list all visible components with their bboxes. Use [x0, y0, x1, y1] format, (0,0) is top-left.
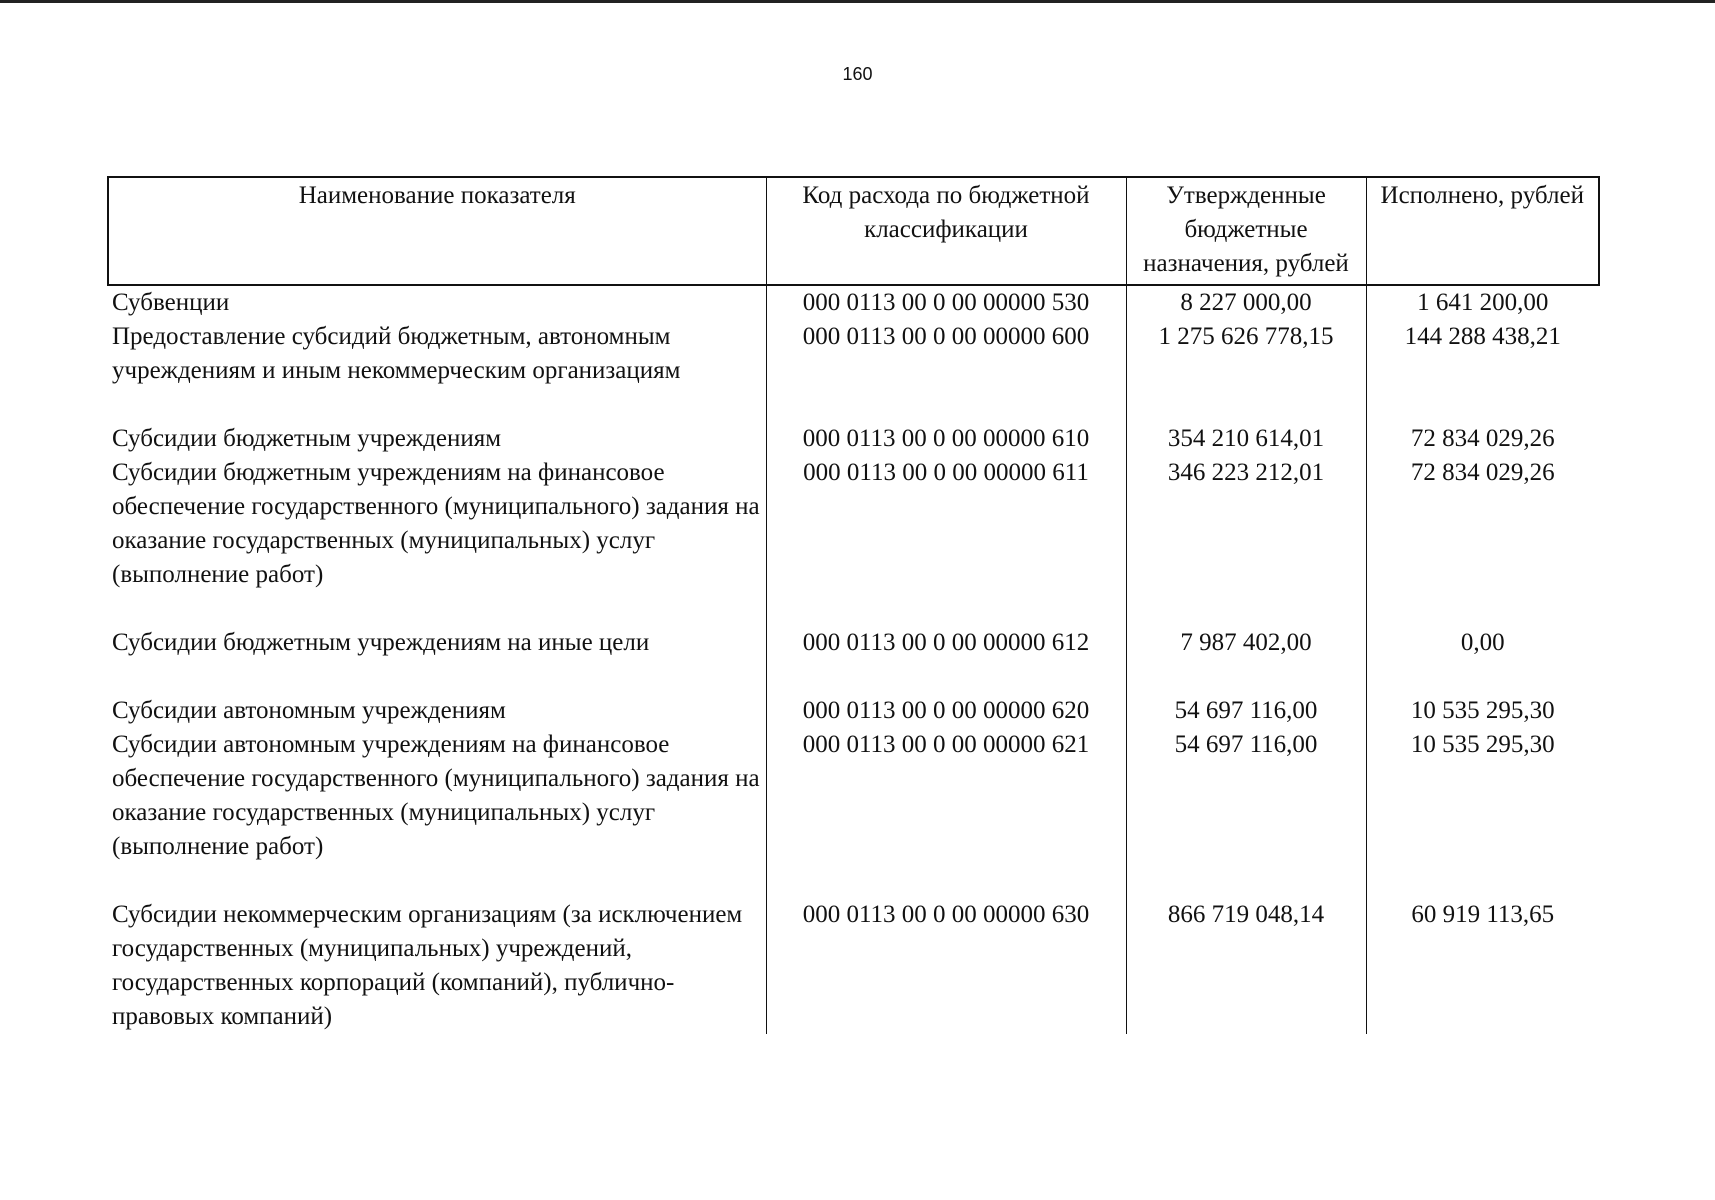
row-executed-amount: 10 535 295,30	[1410, 731, 1555, 758]
row-executed-amount: 60 919 113,65	[1411, 901, 1555, 928]
row-indicator-name: Субвенции	[112, 289, 230, 316]
table-row	[108, 626, 1599, 660]
header-row	[108, 177, 1599, 285]
table-row	[108, 694, 1599, 728]
row-approved-amount: 7 987 402,00	[1126, 626, 1366, 660]
row-indicator-name: Предоставление субсидий бюджетным, автономным учреждениям и иным некоммерческим организациям	[112, 323, 681, 384]
table-header	[108, 177, 1599, 285]
row-spacer	[108, 592, 1599, 626]
table-row	[108, 285, 1599, 320]
row-approved-amount: 54 697 116,00	[1126, 728, 1366, 864]
header-approved-appropriations: Утвержденные бюджетные назначения, рублей	[1126, 177, 1366, 285]
row-executed-amount: 1 641 200,00	[1417, 289, 1549, 316]
row-indicator-name: Субсидии бюджетным учреждениям	[112, 425, 502, 452]
table-row	[108, 422, 1599, 456]
row-indicator-name: Субсидии автономным учреждениям	[112, 697, 506, 724]
row-spacer	[108, 388, 1599, 422]
row-approved-amount: 54 697 116,00	[1126, 694, 1366, 728]
row-indicator-name: Субсидии автономным учреждениям на финансовое обеспечение государственного (муниципального) задания на оказание государственных (муниципальных) услуг (выполнение работ)	[112, 731, 760, 860]
row-approved-amount: 1 275 626 778,15	[1126, 320, 1366, 388]
row-approved-amount: 866 719 048,14	[1126, 898, 1366, 1034]
row-approved-amount: 354 210 614,01	[1126, 422, 1366, 456]
row-indicator-name: Субсидии бюджетным учреждениям на финансовое обеспечение государственного (муниципального) задания на оказание государственных (муниципальных) услуг (выполнение работ)	[112, 459, 760, 588]
row-expense-code: 000 0113 00 0 00 00000 612	[766, 626, 1126, 660]
row-approved-amount: 346 223 212,01	[1126, 456, 1366, 592]
budget-execution-table	[107, 176, 1600, 1034]
table-row	[108, 456, 1599, 592]
row-indicator-name: Субсидии бюджетным учреждениям на иные цели	[112, 629, 650, 656]
table-row	[108, 898, 1599, 1034]
row-executed-amount: 72 834 029,26	[1410, 459, 1555, 486]
table-row	[108, 728, 1599, 864]
row-executed-amount: 144 288 438,21	[1404, 323, 1561, 350]
header-indicator-name: Наименование показателя	[108, 177, 766, 285]
row-executed-amount: 0,00	[1460, 629, 1505, 656]
table-body	[108, 285, 1599, 1034]
row-expense-code: 000 0113 00 0 00 00000 611	[766, 456, 1126, 592]
header-executed: Исполнено, рублей	[1366, 177, 1599, 285]
row-executed-amount: 72 834 029,26	[1410, 425, 1555, 452]
row-expense-code: 000 0113 00 0 00 00000 621	[766, 728, 1126, 864]
top-border-line	[0, 0, 1715, 3]
row-expense-code: 000 0113 00 0 00 00000 610	[766, 422, 1126, 456]
row-expense-code: 000 0113 00 0 00 00000 530	[766, 285, 1126, 320]
row-executed-amount: 10 535 295,30	[1410, 697, 1555, 724]
row-indicator-name: Субсидии некоммерческим организациям (за исключением государственных (муниципальных) учреждений, государственных корпораций (компаний), публично-правовых компаний)	[112, 901, 743, 1030]
page-number: 160	[842, 64, 873, 84]
row-expense-code: 000 0113 00 0 00 00000 600	[766, 320, 1126, 388]
row-expense-code: 000 0113 00 0 00 00000 620	[766, 694, 1126, 728]
row-expense-code: 000 0113 00 0 00 00000 630	[766, 898, 1126, 1034]
header-expense-code: Код расхода по бюджетной классификации	[766, 177, 1126, 285]
row-spacer	[108, 864, 1599, 898]
table-row	[108, 320, 1599, 388]
row-spacer	[108, 660, 1599, 694]
row-approved-amount: 8 227 000,00	[1126, 285, 1366, 320]
